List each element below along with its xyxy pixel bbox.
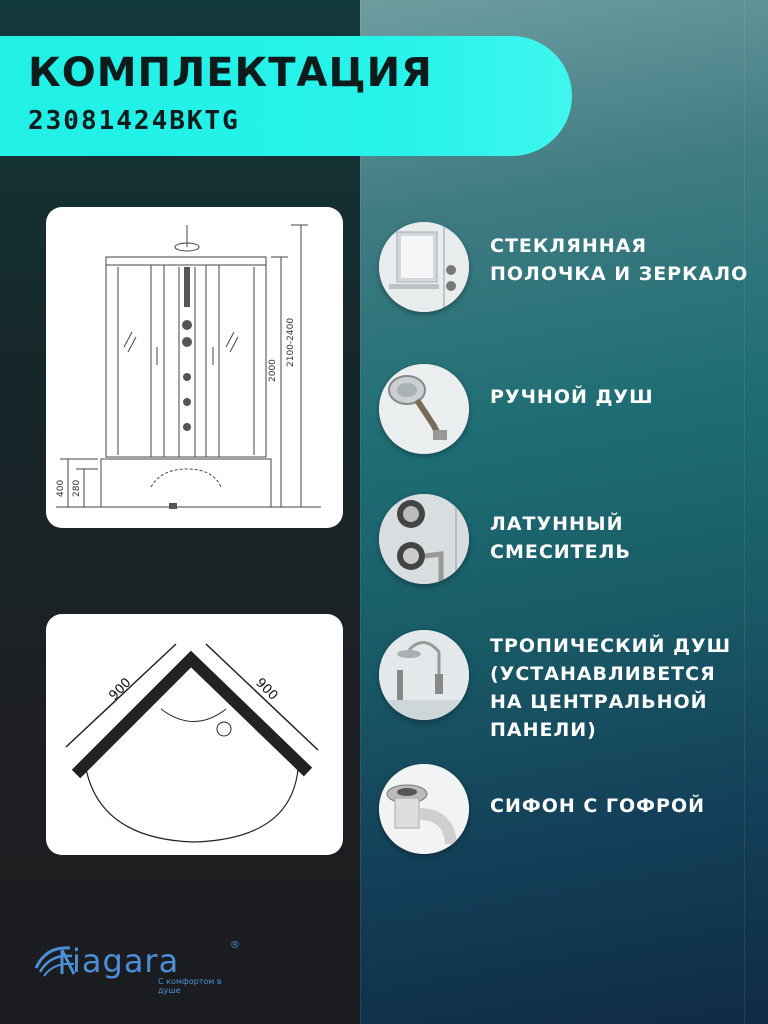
feature-text-hand-shower: РУЧНОЙ ДУШ — [490, 386, 654, 408]
front-elevation-drawing — [46, 207, 343, 528]
feature-text-mixer: ЛАТУННЫЙ СМЕСИТЕЛЬ — [490, 513, 631, 563]
dim-right: 900 — [252, 675, 281, 704]
siphon-icon — [379, 764, 469, 854]
dim-total-range: 2100-2400 — [286, 317, 296, 367]
product-code: 23081424BKTG — [28, 106, 240, 136]
feature-text-siphon: СИФОН С ГОФРОЙ — [490, 795, 705, 817]
hand-shower-icon — [379, 364, 469, 454]
dim-base-outer: 400 — [56, 479, 66, 497]
plan-drawing-card — [46, 614, 343, 855]
glass-shelf-mirror-icon — [379, 222, 469, 312]
dim-base-inner: 280 — [72, 479, 82, 497]
feature-text-shelf: СТЕКЛЯННАЯ ПОЛОЧКА И ЗЕРКАЛО — [490, 235, 749, 285]
brand-name: iagara — [72, 942, 180, 980]
brand-tagline: С комфортом в душе — [158, 977, 222, 995]
dim-height: 2000 — [268, 359, 278, 382]
front-drawing-card — [46, 207, 343, 528]
rain-shower-icon — [379, 630, 469, 720]
dim-left: 900 — [106, 675, 135, 704]
brand-logo — [34, 938, 244, 994]
feature-text-rain-shower: ТРОПИЧЕСКИЙ ДУШ (УСТАНАВЛИВЕТСЯ НА ЦЕНТРАЛЬНОЙ ПАНЕЛИ) — [490, 635, 732, 741]
brand-registered-mark: ® — [230, 940, 240, 951]
page-title: КОМПЛЕКТАЦИЯ — [28, 50, 433, 96]
brass-mixer-icon — [379, 494, 469, 584]
plan-view-drawing — [46, 614, 343, 855]
